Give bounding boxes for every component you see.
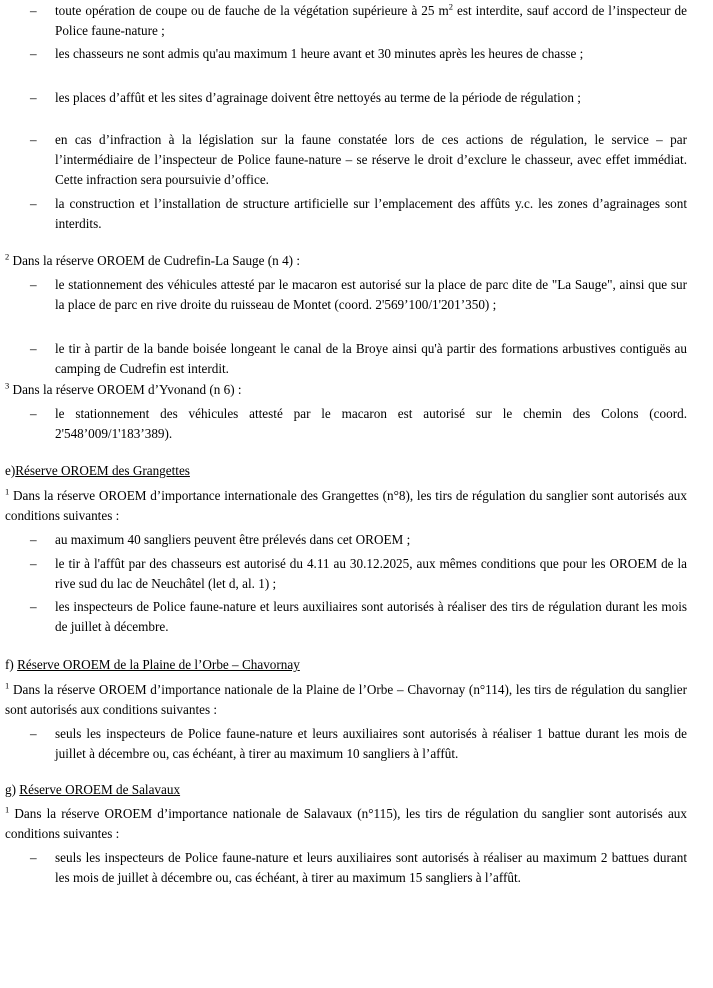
paragraph-number: 1	[5, 486, 10, 497]
list-item	[30, 848, 687, 888]
list-item-text: le tir à l'affût par des chasseurs est autorisé du 4.11 au 30.12.2025, aux mêmes conditions que pour les OROEM de la rive sud du lac de Neuchâtel (let d, al. 1) ;	[55, 556, 687, 591]
section-letter: f)	[5, 657, 14, 672]
section-title: Réserve OROEM de la Plaine de l’Orbe – Chavornay	[17, 657, 300, 672]
list-item	[30, 530, 687, 550]
dash-marker: –	[30, 3, 37, 18]
list-item-text: est interdite, sauf accord de l’inspecteur de Police faune-nature ;	[55, 3, 687, 38]
dash-marker: –	[30, 132, 37, 147]
list-item	[30, 554, 687, 594]
list-item	[30, 275, 687, 315]
section-heading	[5, 461, 687, 481]
dash-marker: –	[30, 556, 37, 571]
list-item-text: seuls les inspecteurs de Police faune-nature et leurs auxiliaires sont autorisés à réaliser 1 battue durant les mois de juillet à décembre ou, cas échéant, à tirer au maximum 10 sangliers à l’affût.	[55, 726, 687, 761]
list-item-text: les chasseurs ne sont admis qu'au maximum 1 heure avant et 30 minutes après les heures de chasse ;	[55, 46, 584, 61]
dash-marker: –	[30, 196, 37, 211]
section-heading	[5, 780, 687, 800]
list-item	[30, 88, 687, 108]
dash-marker: –	[30, 726, 37, 741]
paragraph	[5, 251, 687, 271]
list-item	[30, 1, 687, 41]
paragraph	[5, 680, 687, 720]
dash-marker: –	[30, 850, 37, 865]
paragraph-number: 1	[5, 804, 10, 815]
list-item	[30, 724, 687, 764]
paragraph-number: 2	[5, 251, 10, 262]
list-item-text: seuls les inspecteurs de Police faune-nature et leurs auxiliaires sont autorisés à réaliser au maximum 2 battues durant les mois de juillet à décembre ou, cas échéant, à tirer au maximum 15 sangliers à l’affût.	[55, 850, 687, 885]
section-letter: e)	[5, 463, 16, 478]
paragraph-text: Dans la réserve OROEM d’importance internationale des Grangettes (n°8), les tirs de régulation du sanglier sont autorisés aux conditions suivantes :	[5, 488, 687, 523]
paragraph	[5, 486, 687, 526]
dash-marker: –	[30, 90, 37, 105]
list-item-text: la construction et l’installation de structure artificielle sur l’emplacement des affûts y.c. les zones d’agrainages sont interdits.	[55, 196, 687, 231]
paragraph	[5, 380, 687, 400]
dash-marker: –	[30, 341, 37, 356]
list-item	[30, 44, 687, 64]
list-item	[30, 597, 687, 637]
section-letter: g)	[5, 782, 16, 797]
paragraph	[5, 804, 687, 844]
section-title: Réserve OROEM des Grangettes	[15, 463, 190, 478]
dash-marker: –	[30, 532, 37, 547]
dash-marker: –	[30, 277, 37, 292]
list-item-text: en cas d’infraction à la législation sur la faune constatée lors de ces actions de régulation, le service – par l’intermédiaire de l’inspecteur de Police faune-nature – se réserve le droit d’exclure le chasseur, avec effet immédiat. Cette infraction sera poursuivie d’office.	[55, 132, 687, 187]
list-item-text: au maximum 40 sangliers peuvent être prélevés dans cet OROEM ;	[55, 532, 411, 547]
paragraph-text: Dans la réserve OROEM d’importance nationale de Salavaux (n°115), les tirs de régulation du sanglier sont autorisés aux conditions suivantes :	[5, 806, 687, 841]
dash-marker: –	[30, 406, 37, 421]
dash-marker: –	[30, 46, 37, 61]
list-item	[30, 130, 687, 190]
list-item-text: le tir à partir de la bande boisée longeant le canal de la Broye ainsi qu'à partir des formations arbustives contiguës au camping de Cudrefin est interdit.	[55, 341, 687, 376]
list-item-text: le stationnement des véhicules attesté par le macaron est autorisé sur le chemin des Colons (coord. 2'548’009/1'183’389).	[55, 406, 687, 441]
dash-marker: –	[30, 599, 37, 614]
section-title: Réserve OROEM de Salavaux	[19, 782, 181, 797]
paragraph-number: 1	[5, 680, 10, 691]
superscript: 2	[448, 1, 453, 12]
list-item-text: les places d’affût et les sites d’agrainage doivent être nettoyés au terme de la période de régulation ;	[55, 90, 581, 105]
list-item-text: le stationnement des véhicules attesté par le macaron est autorisé sur la place de parc dite de "La Sauge", ainsi que sur la place de parc en rive droite du ruisseau de Montet (coord. 2'569’100/1'201’350) ;	[55, 277, 687, 312]
list-item-text: toute opération de coupe ou de fauche de la végétation supérieure à 25 m	[55, 3, 449, 18]
list-item	[30, 404, 687, 444]
paragraph-text: Dans la réserve OROEM d’importance nationale de la Plaine de l’Orbe – Chavornay (n°114), les tirs de régulation du sanglier sont autorisés aux conditions suivantes :	[5, 682, 687, 717]
section-heading	[5, 655, 687, 675]
list-item	[30, 339, 687, 379]
paragraph-text: Dans la réserve OROEM d’Yvonand (n 6) :	[9, 382, 242, 397]
paragraph-text: Dans la réserve OROEM de Cudrefin-La Sauge (n 4) :	[9, 253, 301, 268]
list-item	[30, 194, 687, 234]
paragraph-number: 3	[5, 380, 10, 391]
list-item-text: les inspecteurs de Police faune-nature et leurs auxiliaires sont autorisés à réaliser des tirs de régulation durant les mois de juillet à décembre.	[55, 599, 687, 634]
